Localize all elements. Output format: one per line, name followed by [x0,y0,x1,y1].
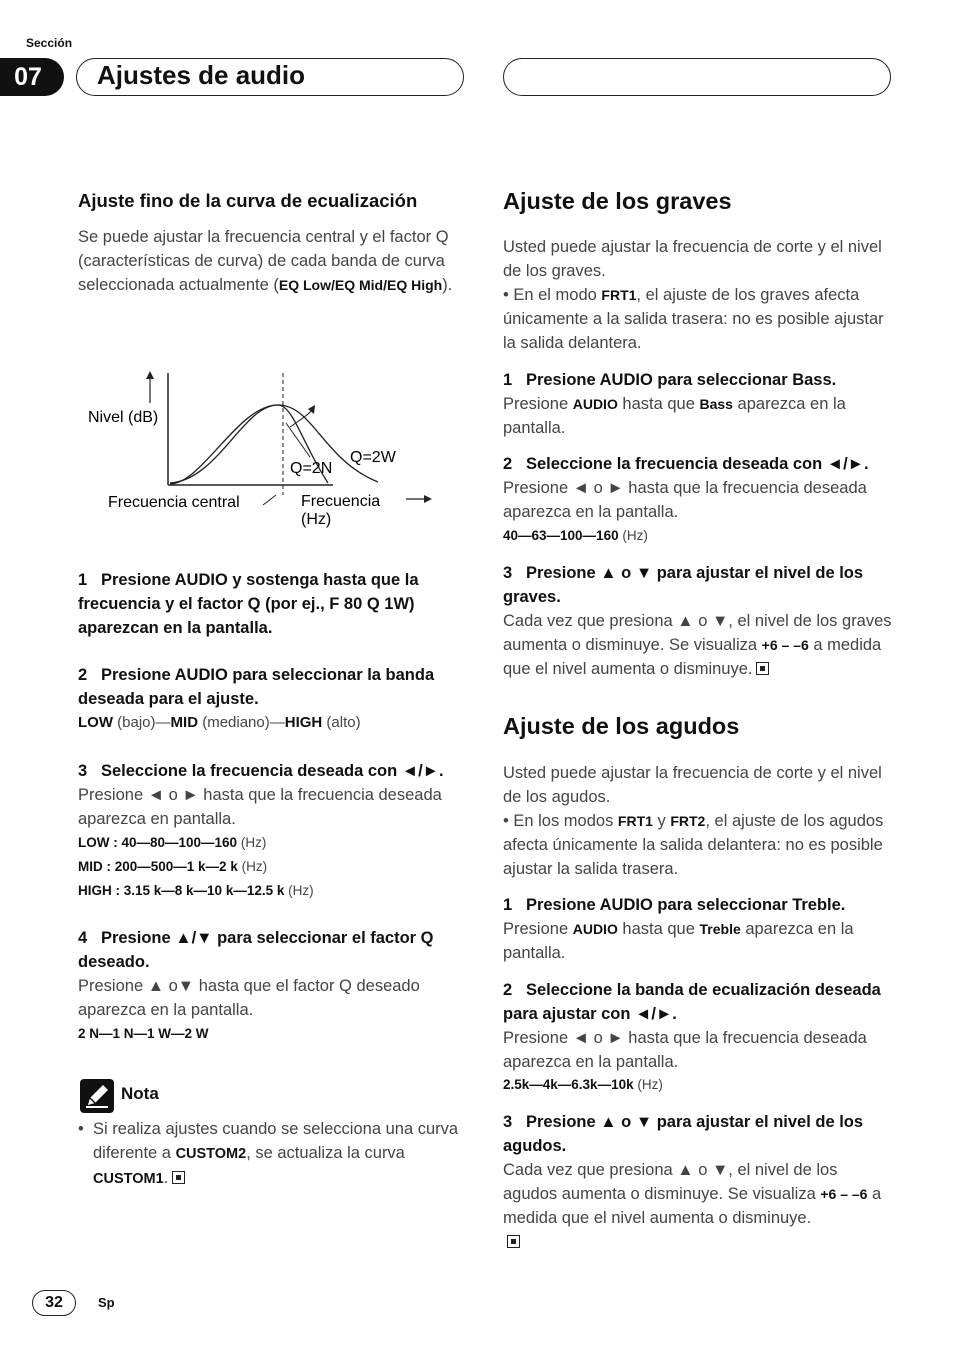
page-title: Ajustes de audio [97,60,306,90]
bass-step-2: 2 Seleccione la frecuencia deseada con ◄/►. [503,455,869,473]
q-factor-sequence: 2 N—1 N—1 W—2 W [78,1026,209,1041]
language-code: Sp [98,1295,115,1310]
treble-freq-sequence: 2.5k—4k—6.3k—10k (Hz) [503,1077,663,1092]
treble-step-2: 2 Seleccione la banda de ecualización deseada para ajustar con ◄/►. [503,981,881,1023]
center-freq-label: Frecuencia central [108,494,240,511]
treble-step-3: 3 Presione ▲ o ▼ para ajustar el nivel de los agudos. [503,1113,864,1155]
eq-fine-heading: Ajuste fino de la curva de ecualización [78,190,418,211]
eq-step-2: 2 Presione AUDIO para seleccionar la banda deseada para el ajuste. [78,666,435,708]
eq-low-sequence: LOW : 40—80—100—160 (Hz) [78,835,267,850]
note-title: Nota [121,1084,159,1103]
eq-step-4-desc: Presione ▲ o▼ hasta que el factor Q deseado aparezca en la pantalla. [78,977,420,1019]
bass-intro: Usted puede ajustar la frecuencia de corte y el nivel de los graves. • En el modo FRT1, el ajuste de los graves afecta únicamente a la salida trasera: no es posible ajustar la salida delantera. [503,238,884,352]
bass-step-3: 3 Presione ▲ o ▼ para ajustar el nivel de los graves. [503,564,864,606]
wide-q-curve [170,405,378,484]
treble-step-2-desc: Presione ◄ o ► hasta que la frecuencia deseada aparezca en la pantalla. [503,1029,867,1071]
end-mark-icon [756,662,769,675]
note-pencil-icon [80,1079,114,1113]
note-text: • Si realiza ajustes cuando se selecciona una curva diferente a CUSTOM2, se actualiza la curva CUSTOM1. [78,1120,459,1187]
eq-mid-sequence: MID : 200—500—1 k—2 k (Hz) [78,859,268,874]
bass-step-1-desc: Presione AUDIO hasta que Bass aparezca en la pantalla. [503,395,846,437]
freq-label: Frecuencia [301,493,381,510]
section-number-badge: 07 [0,58,64,96]
freq-unit-label: (Hz) [301,511,332,528]
treble-intro: Usted puede ajustar la frecuencia de corte y el nivel de los agudos. • En los modos FRT1 y FRT2, el ajuste de los agudos afecta únicamente la salida delantera: no es posible ajustar la salida trasera. [503,764,884,878]
treble-step-1-desc: Presione AUDIO hasta que Treble aparezca en la pantalla. [503,920,854,962]
treble-heading: Ajuste de los agudos [503,713,740,739]
eq-step-3-desc: Presione ◄ o ► hasta que la frecuencia deseada aparezca en pantalla. [78,786,442,828]
eq-band-sequence: LOW (bajo)—MID (mediano)—HIGH (alto) [78,714,361,731]
eq-curve-diagram [78,365,458,535]
empty-title-frame [503,58,891,96]
bass-step-1: 1 Presione AUDIO para seleccionar Bass. [503,371,837,389]
treble-step-3-desc: Cada vez que presiona ▲ o ▼, el nivel de los agudos aumenta o disminuye. Se visualiza +6 – –6 a medida que el nivel aumenta o disminuye. [503,1158,895,1254]
ylabel: Nivel (dB) [88,409,159,426]
page-number: 32 [32,1290,76,1316]
eq-step-3: 3 Seleccione la frecuencia deseada con ◄/►. [78,762,444,780]
eq-high-sequence: HIGH : 3.15 k—8 k—10 k—12.5 k (Hz) [78,883,314,898]
end-mark-icon [507,1235,520,1248]
treble-step-1: 1 Presione AUDIO para seleccionar Treble. [503,896,846,914]
end-mark-icon [172,1171,185,1184]
section-label: Sección [26,36,73,50]
bass-freq-sequence: 40—63—100—160 (Hz) [503,528,648,543]
bass-heading: Ajuste de los graves [503,188,732,214]
q-wide-label: Q=2W [350,449,396,466]
eq-step-1: 1 Presione AUDIO y sostenga hasta que la frecuencia y el factor Q (por ej., F 80 Q 1W) aparezcan en la pantalla. [78,571,419,637]
eq-fine-intro: Se puede ajustar la frecuencia central y el factor Q (características de curva) de cada banda de curva seleccionada actualmente (EQ Low/EQ Mid/EQ High). [78,228,453,294]
bass-step-3-desc: Cada vez que presiona ▲ o ▼, el nivel de los graves aumenta o disminuye. Se visualiza +6 – –6 a medida que el nivel aumenta o disminuye. [503,612,892,678]
eq-step-4: 4 Presione ▲/▼ para seleccionar el factor Q deseado. [78,929,434,971]
bass-step-2-desc: Presione ◄ o ► hasta que la frecuencia deseada aparezca en la pantalla. [503,479,867,521]
q-narrow-label: Q=2N [290,460,333,477]
